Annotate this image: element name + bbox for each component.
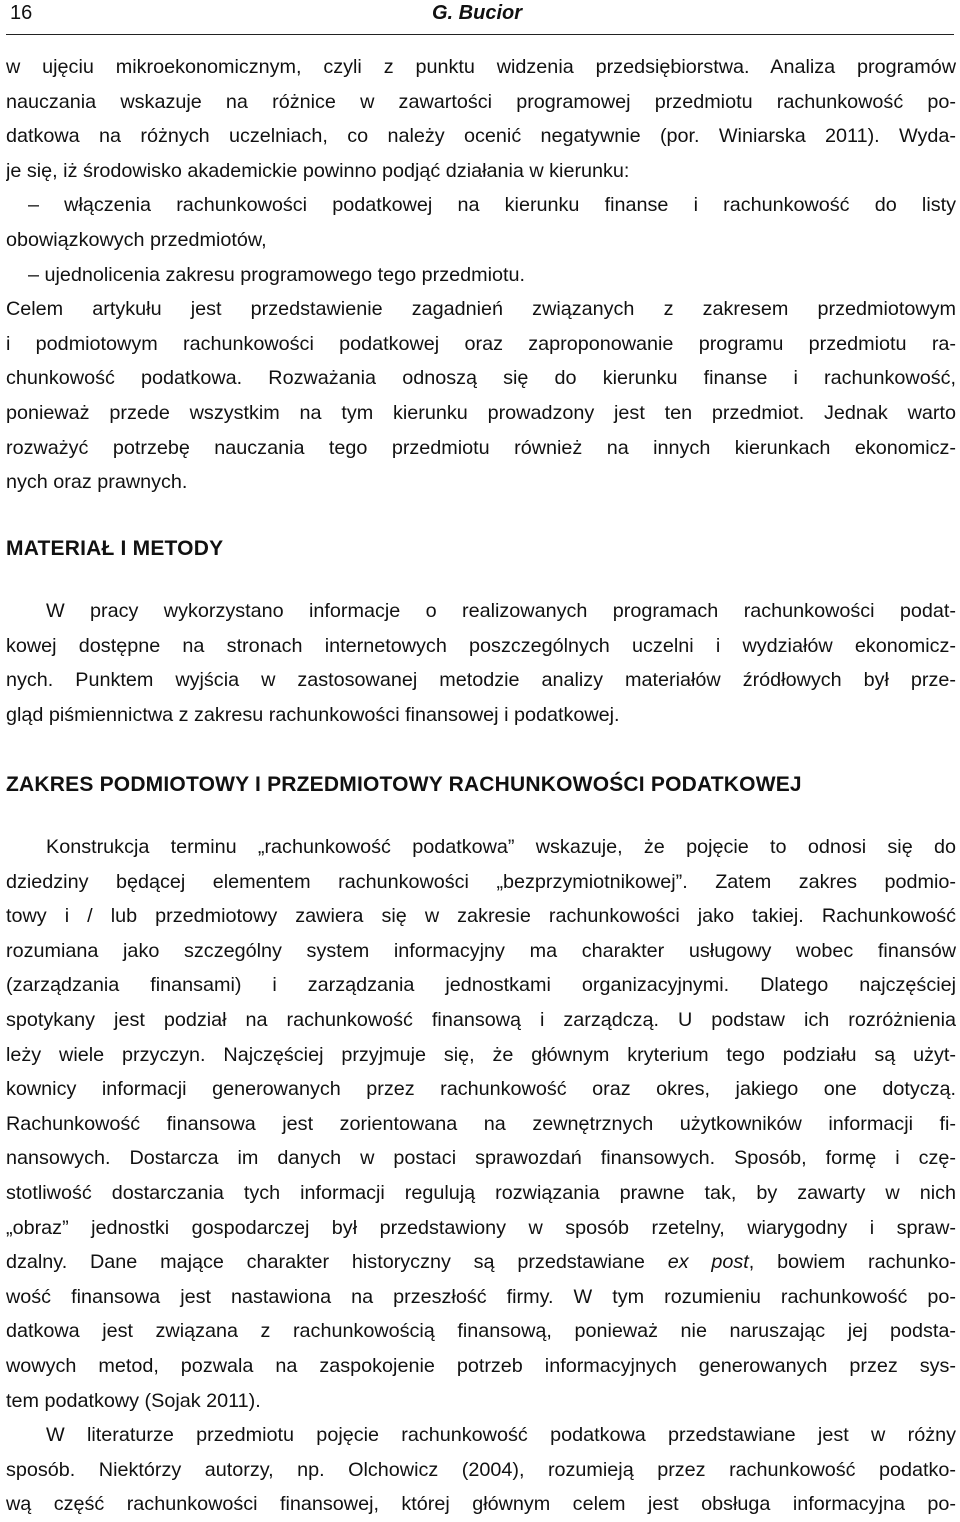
text-line: kowej dostępne na stronach internetowych poszczególnych uczelni i wydziałów ekonomicz- xyxy=(6,634,956,657)
text-line: w ujęciu mikroekonomicznym, czyli z punktu widzenia przedsiębiorstwa. Analiza programów xyxy=(6,56,956,78)
page-number: 16 xyxy=(10,2,33,24)
page-header xyxy=(6,0,954,35)
text-line: leży wiele przyczyn. Najczęściej przyjmuje się, że głównym kryterium tego podziału są użyt- xyxy=(6,1043,956,1066)
list-item: – ujednolicenia zakresu programowego tego przedmiotu. xyxy=(28,263,526,286)
text-line: nansowych. Dostarcza im danych w postaci sprawozdań finansowych. Sposób, formę i czę- xyxy=(6,1147,956,1170)
text-line: dziedziny będącej elementem rachunkowości „bezprzymiotnikowej”. Zatem zakres podmio- xyxy=(6,870,956,893)
intro-text xyxy=(6,50,956,500)
text-line: datkowa na różnych uczelniach, co należy ocenić negatywnie (por. Winiarska 2011). Wyda- xyxy=(6,125,956,148)
text-line: nych. Punktem wyjścia w zastosowanej metodzie analizy materiałów źródłowych był prze- xyxy=(6,669,956,692)
text-line: wość finansowa jest nastawiona na przeszłość firmy. W tym rozumieniu rachunkowość po- xyxy=(6,1285,956,1308)
text-line: rozumiana jako szczególny system informacyjny ma charakter usługowy wobec finansów xyxy=(6,939,956,962)
text-line: chunkowość podatkowa. Rozważania odnoszą się do kierunku finanse i rachunkowość, xyxy=(6,367,956,390)
running-head: G. Bucior xyxy=(432,2,523,24)
text-line: wowych metod, pozwala na zaspokojenie potrzeb informacyjnych generowanych przez sys- xyxy=(6,1354,956,1377)
text-line: towy i / lub przedmiotowy zawiera się w zakresie rachunkowości jako takiej. Rachunkowość xyxy=(6,905,956,928)
list-item: – włączenia rachunkowości podatkowej na kierunku finanse i rachunkowość do listy xyxy=(28,194,956,217)
text-line: rozważyć potrzebę nauczania tego przedmiotu również na innych kierunkach ekonomicz- xyxy=(6,436,956,459)
section-heading-scope: ZAKRES PODMIOTOWY I PRZEDMIOTOWY RACHUNKOWOŚCI PODATKOWEJ xyxy=(6,773,802,796)
text-line: Rachunkowość finansowa jest zorientowana na zewnętrznych użytkowników informacji fi- xyxy=(6,1112,956,1135)
section-heading-materials: MATERIAŁ I METODY xyxy=(6,537,224,560)
text-line: sposób. Niektórzy autorzy, np. Olchowicz (2004), rozumieją przez rachunkowość podatko- xyxy=(6,1458,956,1481)
text-line: datkowa jest związana z rachunkowością finansową, ponieważ nie naruszając jej podsta- xyxy=(6,1320,956,1343)
text-line: ponieważ przede wszystkim na tym kierunku prowadzony jest ten przedmiot. Jednak warto xyxy=(6,401,956,424)
text-line: spotykany jest podział na rachunkowość finansową i zarządczą. U podstaw ich rozróżnienia xyxy=(6,1008,956,1031)
text-line: (zarządzania finansami) i zarządzania jednostkami organizacyjnymi. Dlatego najczęściej xyxy=(6,974,956,997)
text-line: W pracy wykorzystano informacje o realizowanych programach rachunkowości podat- xyxy=(46,600,956,622)
text-line: Konstrukcja terminu „rachunkowość podatkowa” wskazuje, że pojęcie to odnosi się do xyxy=(46,836,956,858)
list-item-continuation: obowiązkowych przedmiotów, xyxy=(6,228,267,251)
text-line: stotliwość dostarczania tych informacji regulują rozwiązania prawne tak, by zawarty w nich xyxy=(6,1181,956,1204)
text-line: „obraz” jednostki gospodarczej był przedstawiony w sposób rzetelny, wiarygodny i spraw- xyxy=(6,1216,956,1239)
text-line: kownicy informacji generowanych przez rachunkowość oraz okres, jakiego one dotyczą. xyxy=(6,1078,956,1101)
text-line: dzalny. Dane mające charakter historyczny są przedstawiane ex post, bowiem rachunko- xyxy=(6,1251,956,1274)
text-line: W literaturze przedmiotu pojęcie rachunkowość podatkowa przedstawiane jest w różny xyxy=(46,1424,956,1447)
text-line: wą część rachunkowości finansowej, której głównym celem jest obsługa informacyjna po- xyxy=(6,1493,956,1516)
text-line: nych oraz prawnych. xyxy=(6,471,188,494)
text-line: i podmiotowym rachunkowości podatkowej oraz zaproponowanie programu przedmiotu ra- xyxy=(6,332,956,355)
text-line: Celem artykułu jest przedstawienie zagadnień związanych z zakresem przedmiotowym xyxy=(6,298,956,321)
section-scope-text xyxy=(6,830,956,1522)
text-line: tem podatkowy (Sojak 2011). xyxy=(6,1389,261,1412)
text-line: gląd piśmiennictwa z zakresu rachunkowości finansowej i podatkowej. xyxy=(6,703,620,726)
text-line: nauczania wskazuje na różnice w zawartości programowej przedmiotu rachunkowość po- xyxy=(6,90,956,113)
text-line: je się, iż środowisko akademickie powinno podjąć działania w kierunku: xyxy=(6,159,630,182)
section-materials-text xyxy=(6,594,956,732)
